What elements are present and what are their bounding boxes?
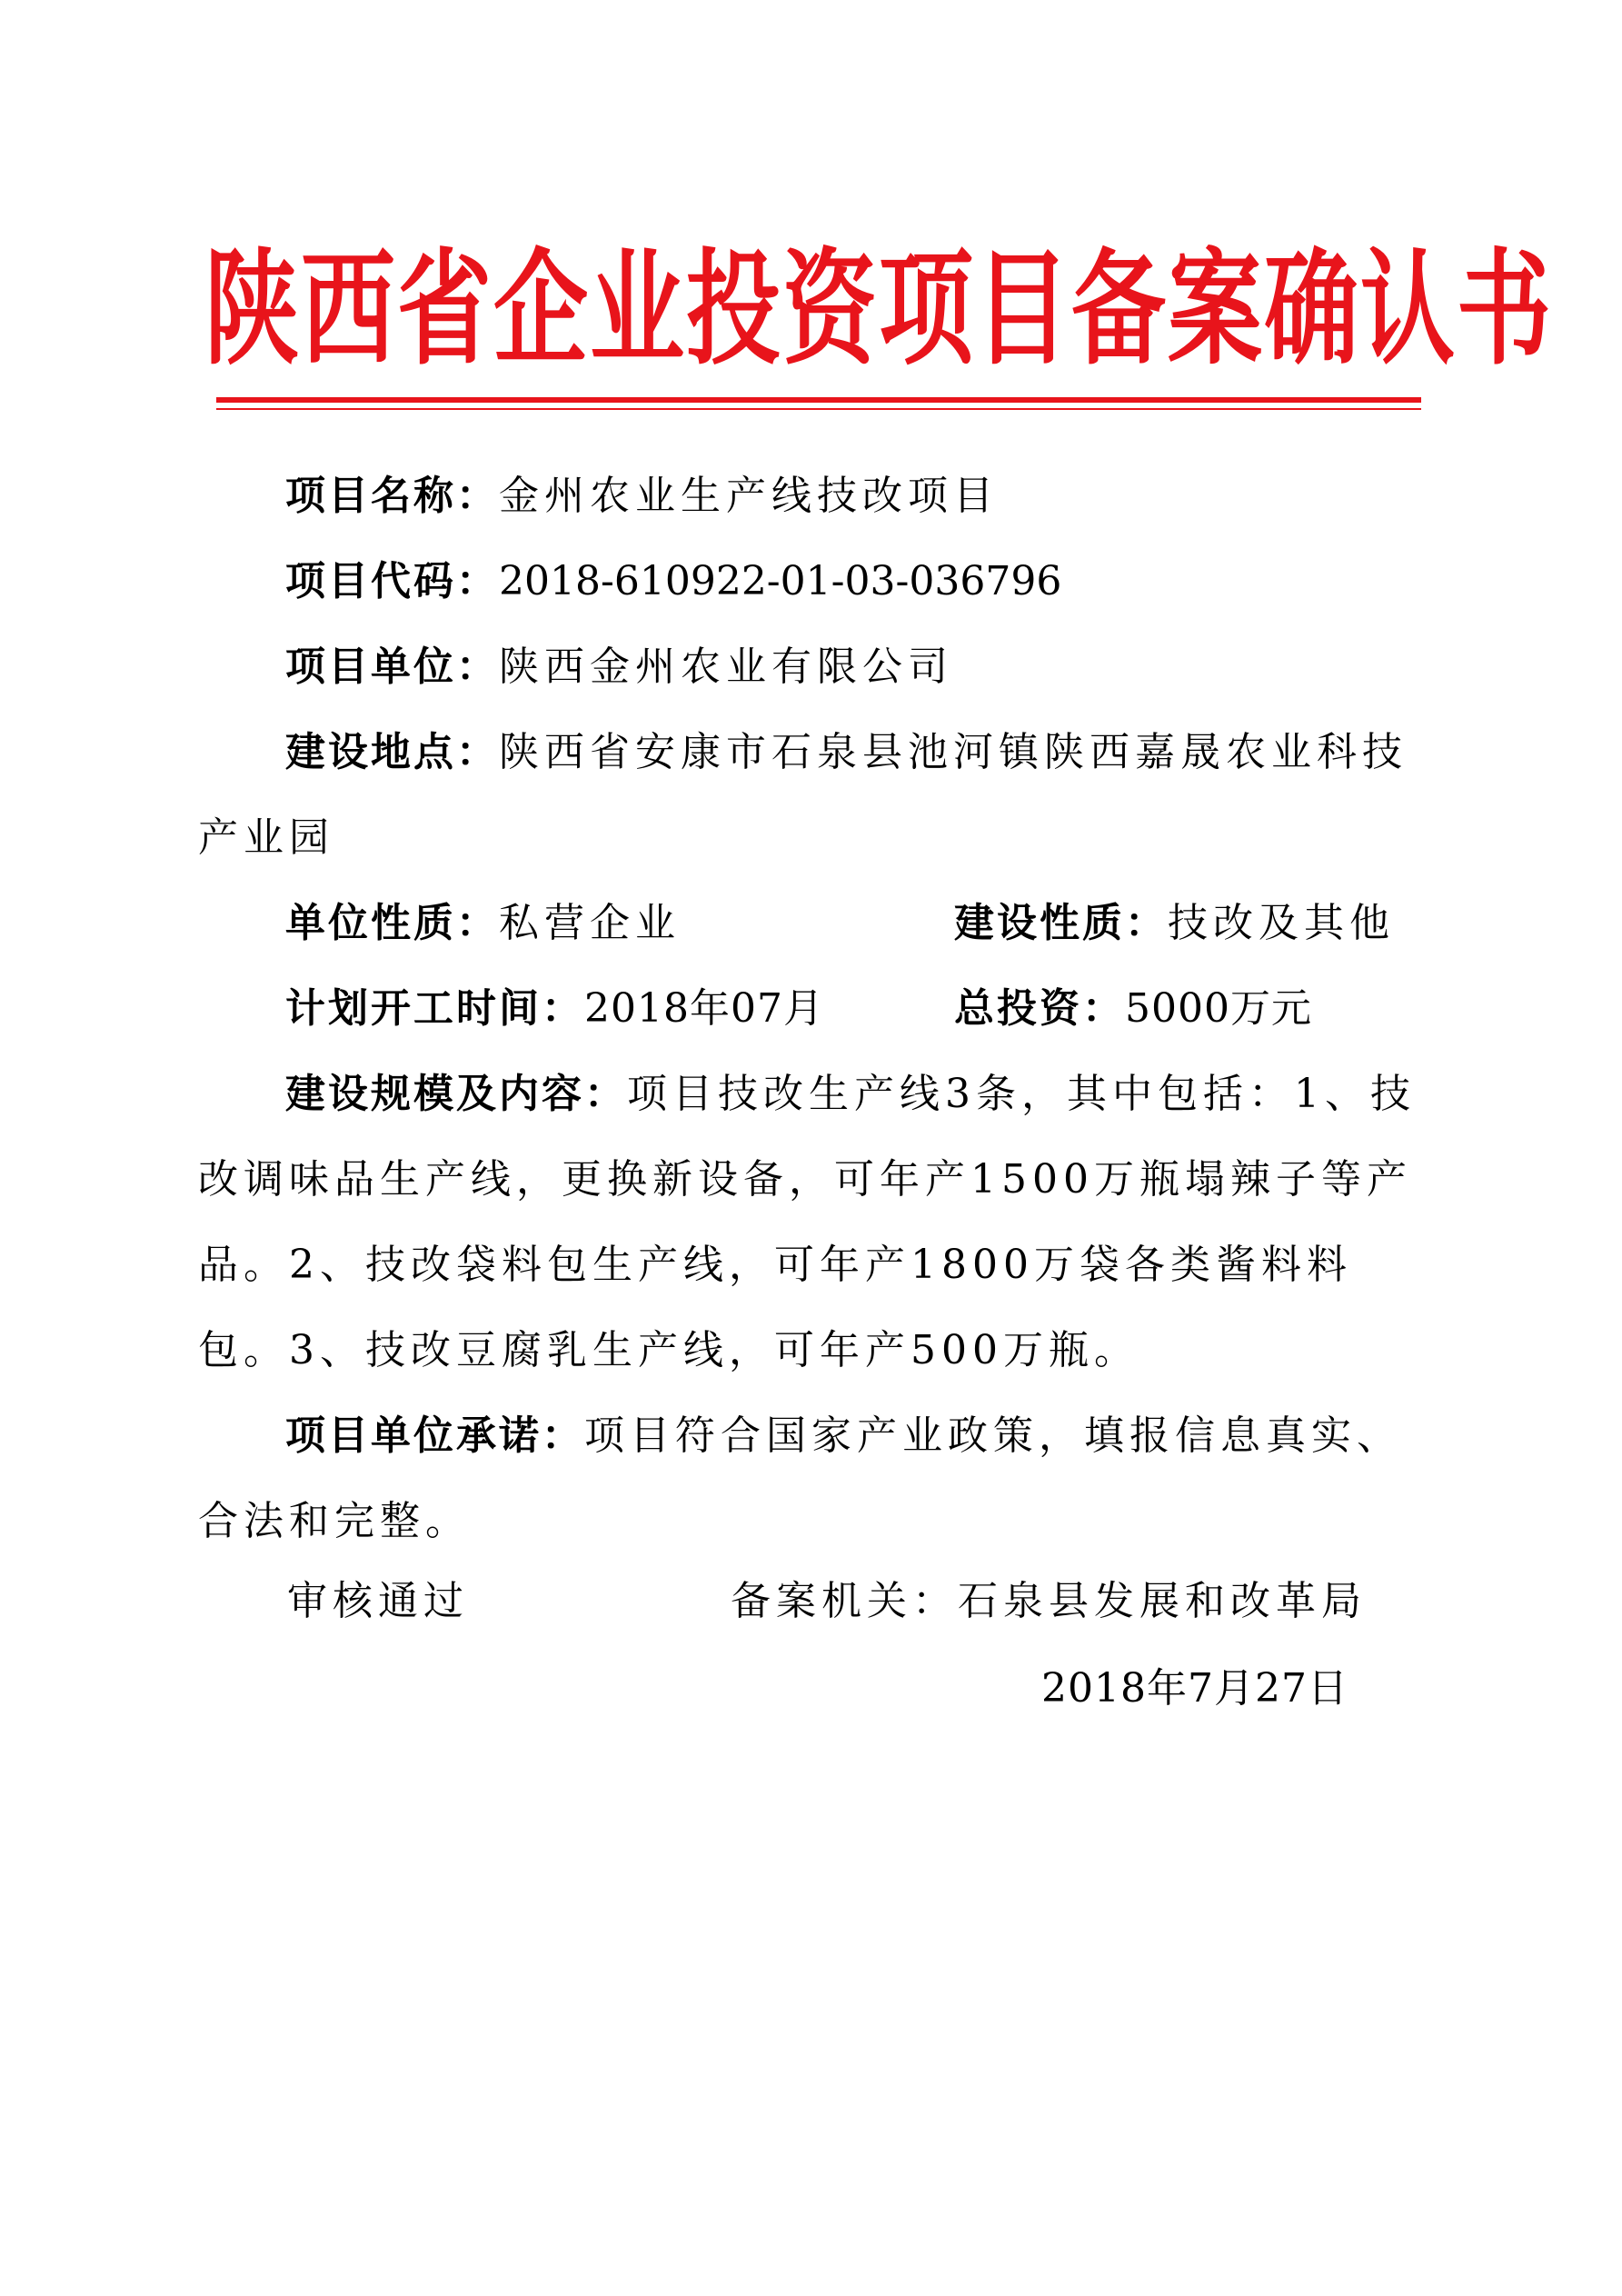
commitment-value: 项目符合国家产业政策，填报信息真实、合法和完整。	[198, 1413, 1402, 1544]
commitment-paragraph	[198, 1393, 1427, 1564]
project-code-label: 项目代码：	[285, 558, 499, 604]
construction-site-label: 建设地点：	[285, 729, 499, 775]
approval-status: 审核通过	[287, 1578, 469, 1624]
title-rule-thick	[216, 397, 1421, 403]
project-code-value: 2018-610922-01-03-036796	[499, 558, 1062, 604]
schedule-row	[285, 966, 1430, 1052]
title-rule-thin	[216, 408, 1421, 410]
unit-nature-label: 单位性质：	[285, 900, 499, 946]
planned-start-value: 2018年07月	[584, 985, 824, 1032]
construction-site-value: 陕西省安康市石泉县池河镇陕西嘉晟农业科技产业园	[198, 729, 1408, 861]
project-name-value: 金州农业生产线技改项目	[499, 473, 999, 519]
scale-content-label: 建设规模及内容：	[285, 1071, 627, 1117]
scale-content-paragraph	[198, 1052, 1427, 1393]
total-investment-label: 总投资：	[954, 985, 1125, 1032]
project-name-line	[198, 454, 1427, 539]
filing-date: 2018年7月27日	[1041, 1665, 1348, 1712]
unit-nature-value: 私营企业	[499, 900, 681, 946]
filing-authority: 备案机关：石泉县发展和改革局	[731, 1578, 1367, 1624]
project-name-label: 项目名称：	[285, 473, 499, 519]
project-code-line	[198, 539, 1427, 624]
planned-start-label: 计划开工时间：	[285, 985, 584, 1032]
document-title: 陕西省企业投资项目备案确认书	[204, 235, 1554, 383]
construction-site-paragraph	[198, 710, 1427, 881]
project-unit-line	[198, 624, 1427, 710]
nature-row	[285, 881, 1430, 966]
project-unit-value: 陕西金州农业有限公司	[499, 644, 953, 690]
total-investment-value: 5000万元	[1125, 985, 1312, 1032]
commitment-label: 项目单位承诺：	[285, 1413, 584, 1459]
construction-nature-label: 建设性质：	[954, 900, 1168, 946]
construction-nature-value: 技改及其他	[1168, 900, 1395, 946]
scale-content-value: 项目技改生产线3条，其中包括：1、技改调味品生产线，更换新设备，可年产1500万瓶塌辣子等产品。2、技改袋料包生产线，可年产1800万袋各类酱料料包。3、技改豆腐乳生产线，可年产500万瓶。	[198, 1071, 1416, 1373]
project-unit-label: 项目单位：	[285, 644, 499, 690]
